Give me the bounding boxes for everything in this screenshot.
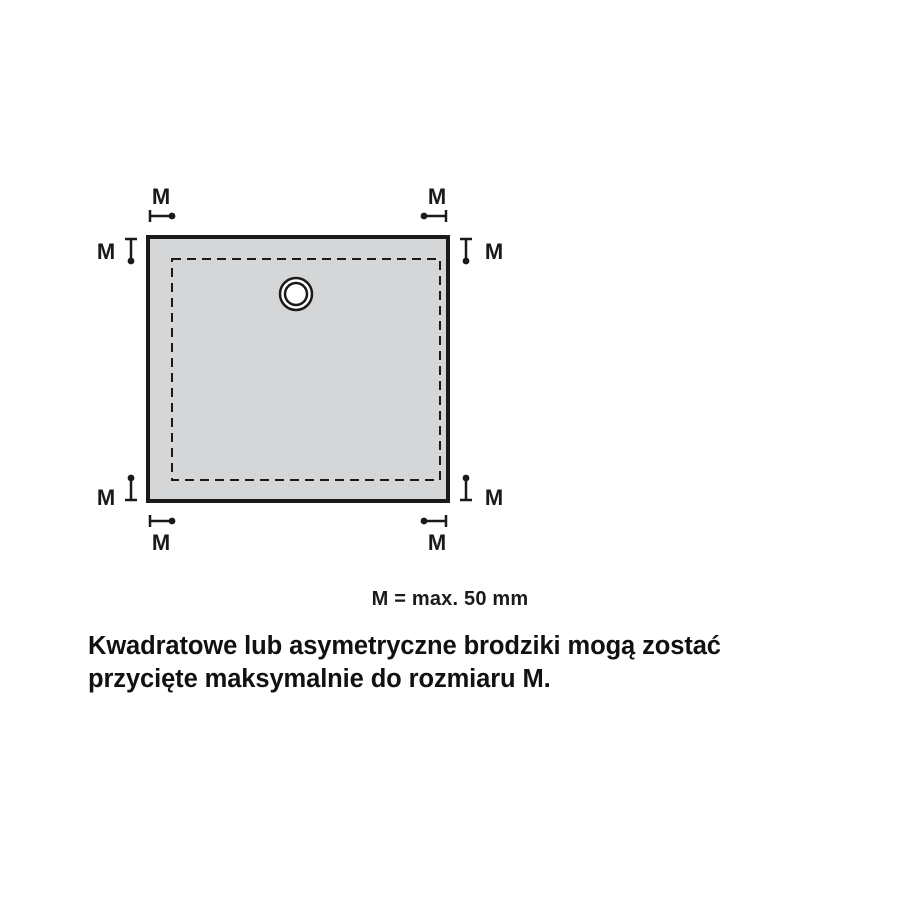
label-m-right-bottom: M [484, 485, 504, 510]
legend-formula: M = max. 50 mm [371, 588, 529, 610]
label-m-bottom-left: M [151, 530, 171, 555]
dimension-arrow-left-top [125, 239, 137, 264]
dimension-arrow-right-top [460, 239, 472, 264]
label-m-top-left: M [151, 184, 171, 209]
dimension-arrow-bottom-right [421, 515, 446, 527]
dimension-arrow-left-bottom [125, 475, 137, 500]
description-block [88, 630, 848, 696]
label-m-left-top: M [96, 239, 116, 264]
label-m-top-right: M [427, 184, 447, 209]
shower-tray-body [148, 237, 448, 501]
description-line-1: Kwadratowe lub asymetryczne brodziki mogą zostać [88, 632, 721, 660]
dimension-arrow-top-left [150, 210, 175, 222]
dimension-arrow-right-bottom [460, 475, 472, 500]
drain-hole-icon [280, 278, 312, 310]
label-m-left-bottom: M [96, 485, 116, 510]
label-m-right-top: M [484, 239, 504, 264]
dimension-arrow-bottom-left [150, 515, 175, 527]
dimension-arrow-top-right [421, 210, 446, 222]
description-line-2: przycięte maksymalnie do rozmiaru M. [88, 665, 551, 693]
label-m-bottom-right: M [427, 530, 447, 555]
legend-block [0, 588, 900, 629]
